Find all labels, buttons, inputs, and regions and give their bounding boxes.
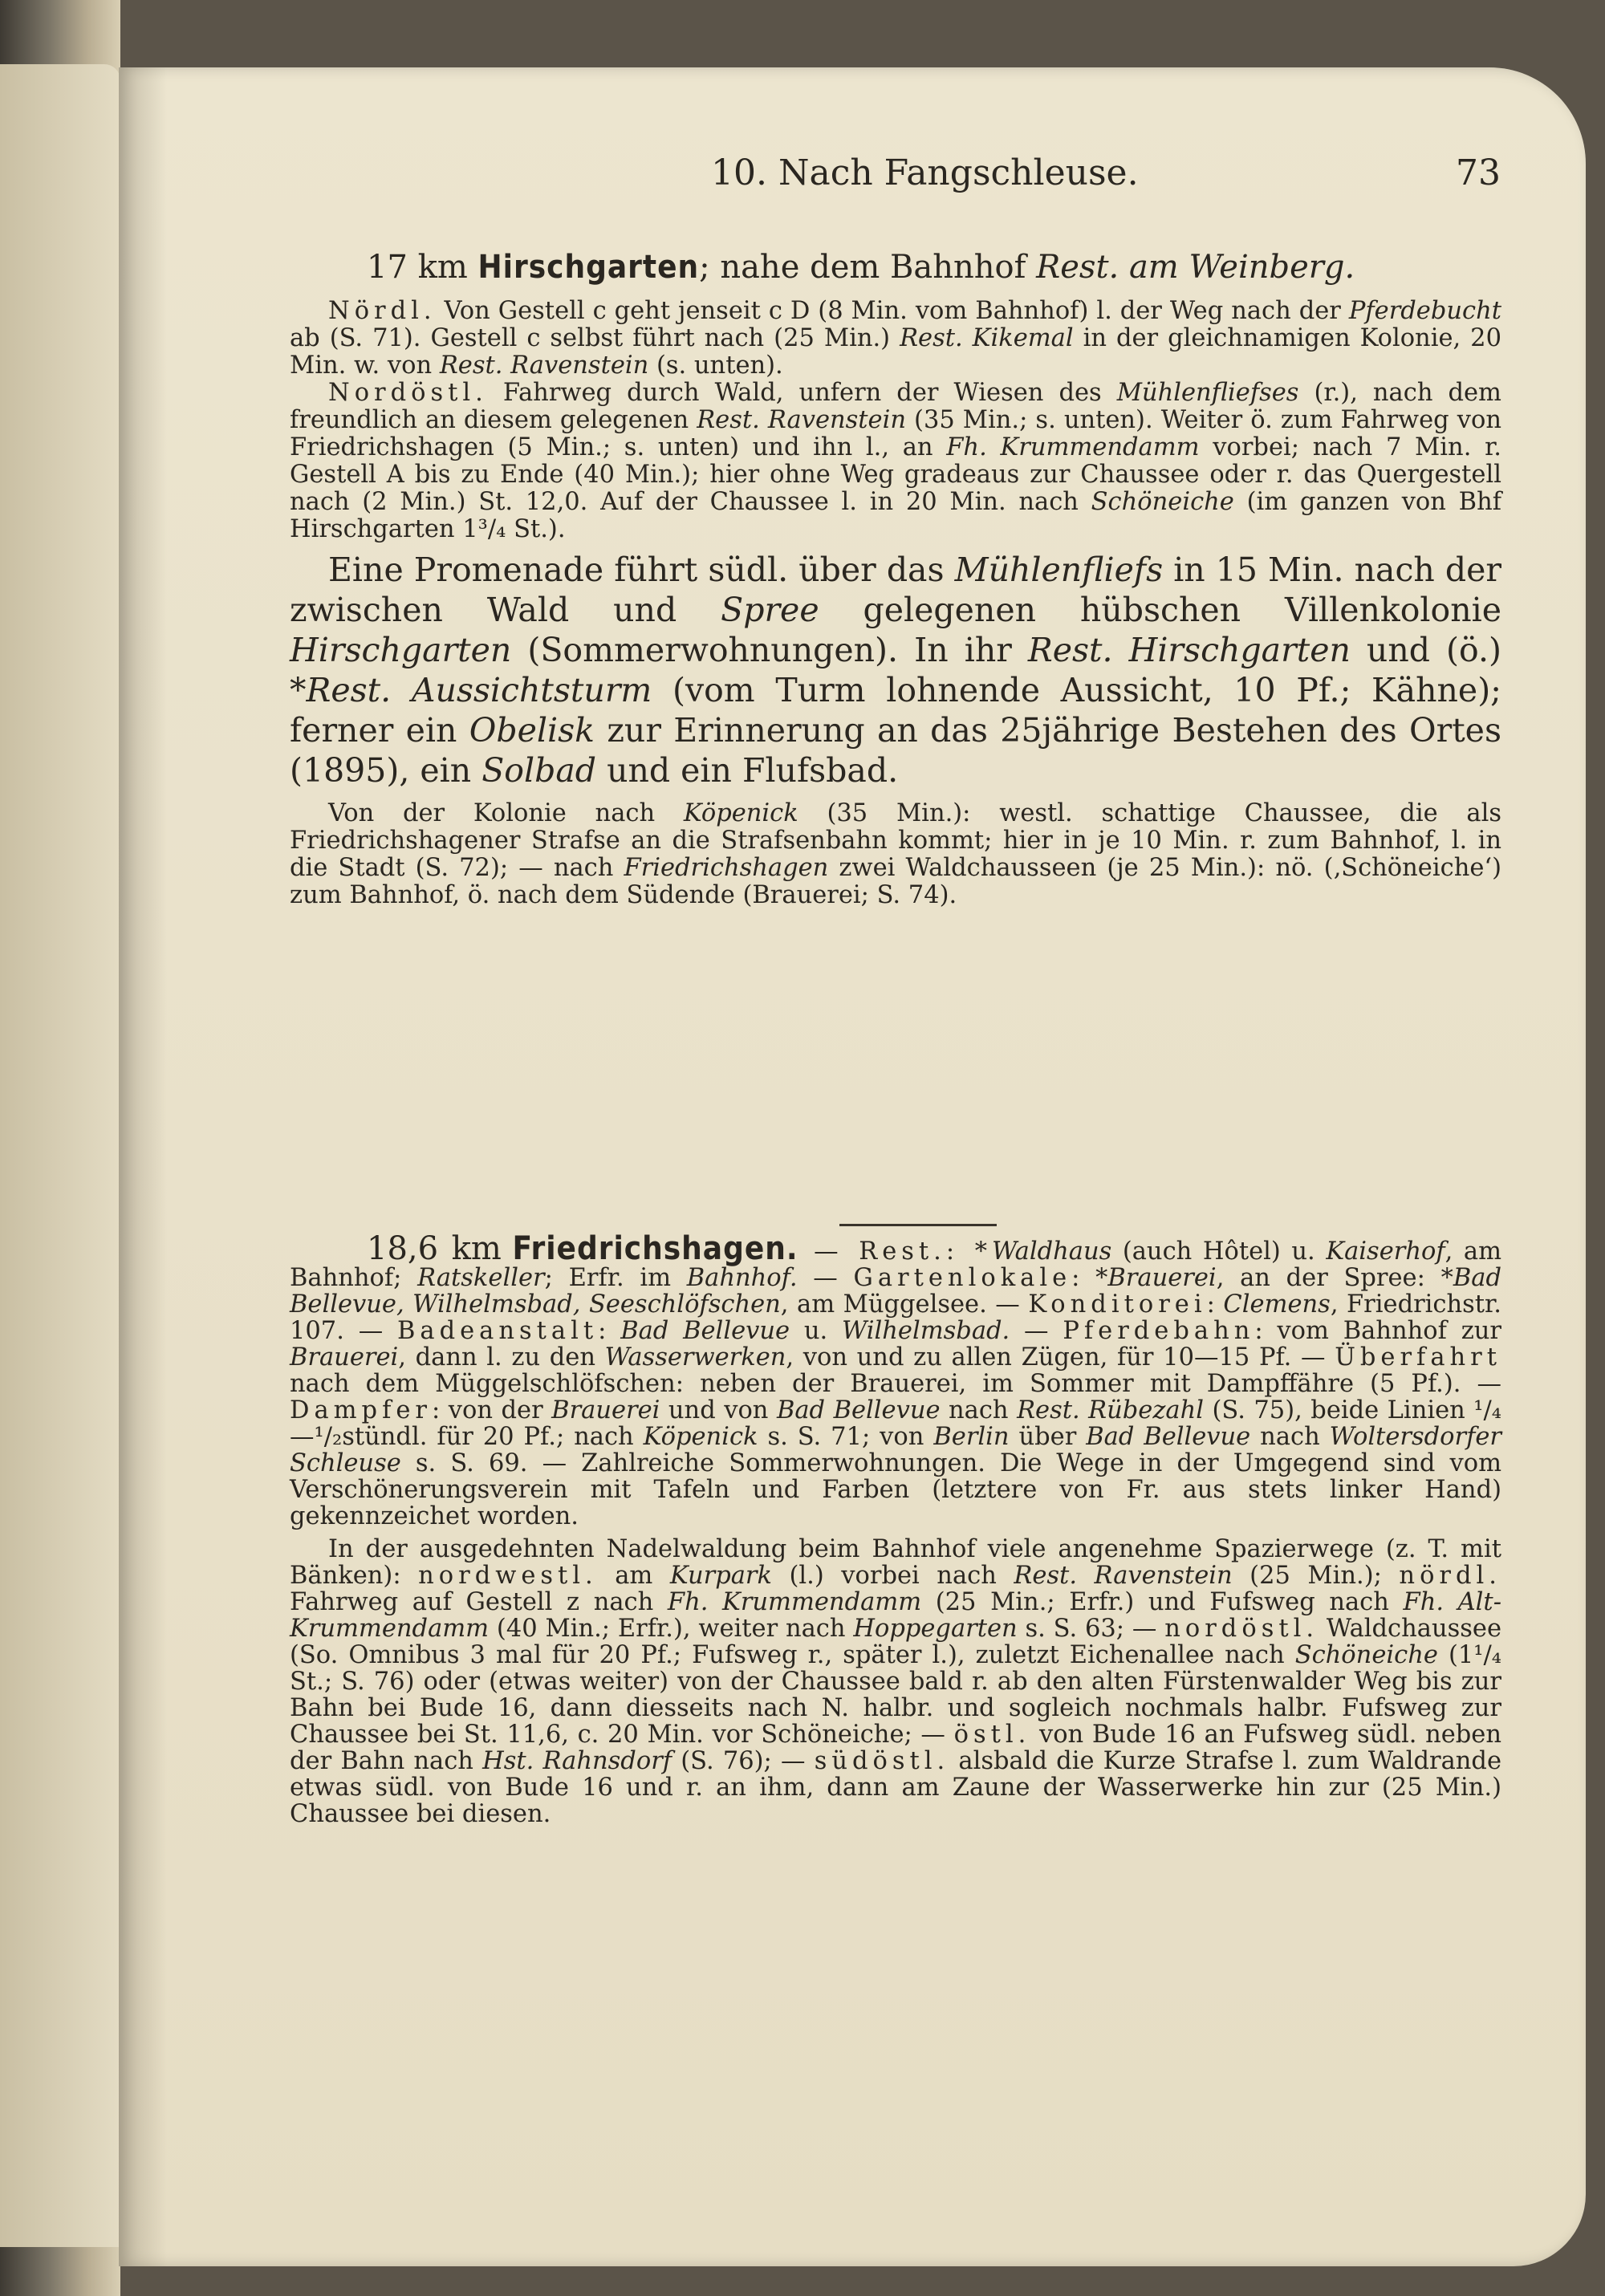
paragraph-spazierwege: In der ausgedehnten Nadelwaldung beim Bahnhof viele angenehme Spazierwege (z. T. mit Bänken): nordwestl. am Kurpark (l.) vorbei nach Rest. Ravenstein (25 Min.); nördl. Fahrweg auf Gestell z nach Fh. Krummendamm (25 Min.; Erfr.) und Fufsweg nach Fh. Alt-Krummendamm (40 Min.; Erfr.), weiter nach Hoppegarten s. S. 63; — nordöstl. Waldchaussee (So. Omnibus 3 mal für 20 Pf.; Fufsweg r., später l.), zuletzt Eichenallee nach Schöneiche (1¹/₄ St.; S. 76) oder (etwas weiter) von der Chaussee bald r. ab den alten Fürstenwalder Weg bis zur Bahn bei Bude 16, dann diesseits nach N. halbr. und sogleich nochmals halbr. Fufsweg zur Chaussee bei St. 11,6, c. 20 Min. vor Schöneiche; — östl. von Bude 16 an Fufsweg südl. neben der Bahn nach Hst. Rahnsdorf (S. 76); — südöstl. alsbald die Kurze Strafse l. zum Waldrande etwas südl. von Bude 16 und r. an ihm, dann am Zaune der Wasserwerke hin zur (25 Min.) Chaussee bei diesen. [290,1535,1502,1828]
entry-heading: 17 km Hirschgarten; nahe dem Bahnhof Rest. am Weinberg. [367,249,1355,286]
page-number: 73 [1456,152,1501,193]
entry-km: 17 km [367,249,468,286]
page-gutter-shadow [119,67,167,2266]
paragraph-promenade: Eine Promenade führt südl. über das Mühlenfliefs in 15 Min. nach der zwischen Wald und Spree gelegenen hübschen Villenkolonie Hirschgarten (Sommerwohnungen). In ihr Rest. Hirschgarten und (ö.) *Rest. Aussichtsturm (vom Turm lohnende Aussicht, 10 Pf.; Kähne); ferner ein Obelisk zur Erinnerung an das 25jährige Bestehen des Ortes (1895), ein Solbad und ein Flufsbad. [290,551,1501,790]
entry-friedrichshagen [290,1230,1502,1828]
paragraph-nordoestl: Nordöstl. Fahrweg durch Wald, unfern der Wiesen des Mühlenfliefses (r.), nach dem freundlich an diesem gelegenen Rest. Ravenstein (35 Min.; s. unten). Weiter ö. zum Fahrweg von Friedrichshagen (5 Min.; s. unten) und ihn l., an Fh. Krummendamm vorbei; nach 7 Min. r. Gestell A bis zu Ende (40 Min.); hier ohne Weg gradeaus zur Chaussee oder r. das Quergestell nach (2 Min.) St. 12,0. Auf der Chaussee l. in 20 Min. nach Schöneiche (im ganzen von Bhf Hirschgarten 1³/₄ St.). [290,379,1501,543]
book-page [119,67,1586,2266]
running-header [610,149,1501,197]
entry-restaurant: Rest. am Weinberg. [1036,249,1355,286]
paragraph-koepenick: Von der Kolonie nach Köpenick (35 Min.): westl. schattige Chaussee, die als Friedrichshagener Strafse an die Strafsenbahn kommt; hier in je 10 Min. r. zum Bahnhof, l. in die Stadt (S. 72); — nach Friedrichshagen zwei Waldchausseen (je 25 Min.): nö. (‚Schöneiche‘) zum Bahnhof, ö. nach dem Südende (Brauerei; S. 74). [290,799,1501,909]
entry-hirschgarten [290,247,1501,909]
chapter-title: 10. Nach Fangschleuse. [711,152,1139,193]
section-divider [839,1224,997,1226]
previous-page-edge [0,64,120,2247]
entry-km: 18,6 km [367,1230,502,1267]
entry-place: Friedrichshagen. [512,1230,798,1267]
entry-intro: 18,6 km Friedrichshagen. — Rest.: *Waldhaus (auch Hôtel) u. Kaiserhof, am Bahnhof; Ratskeller; Erfr. im Bahnhof. — Gartenlokale: *Brauerei, an der Spree: *Bad Bellevue, Wilhelmsbad, Seeschlöfschen, am Müggelsee. — Konditorei: Clemens, Friedrichstr. 107. — Badeanstalt: Bad Bellevue u. Wilhelmsbad. — Pferdebahn: vom Bahnhof zur Brauerei, dann l. zu den Wasserwerken, von und zu allen Zügen, für 10—15 Pf. — Überfahrt nach dem Müggelschlöfschen: neben der Brauerei, im Sommer mit Dampffähre (5 Pf.). — Dampfer: von der Brauerei und von Bad Bellevue nach Rest. Rübezahl (S. 75), beide Linien ¹/₄—¹/₂stündl. für 20 Pf.; nach Köpenick s. S. 71; von Berlin über Bad Bellevue nach Woltersdorfer Schleuse s. S. 69. — Zahlreiche Sommerwohnungen. Die Wege in der Umgegend sind vom Verschönerungsverein mit Tafeln und Farben (letztere von Fr. aus stets linker Hand) gekennzeichet worden. [290,1230,1502,1530]
paragraph-noerdl: Nördl. Von Gestell c geht jenseit c D (8 Min. vom Bahnhof) l. der Weg nach der Pferdebucht ab (S. 71). Gestell c selbst führt nach (25 Min.) Rest. Kikemal in der gleichnamigen Kolonie, 20 Min. w. von Rest. Ravenstein (s. unten). [290,297,1501,380]
entry-place: Hirschgarten [477,249,700,286]
